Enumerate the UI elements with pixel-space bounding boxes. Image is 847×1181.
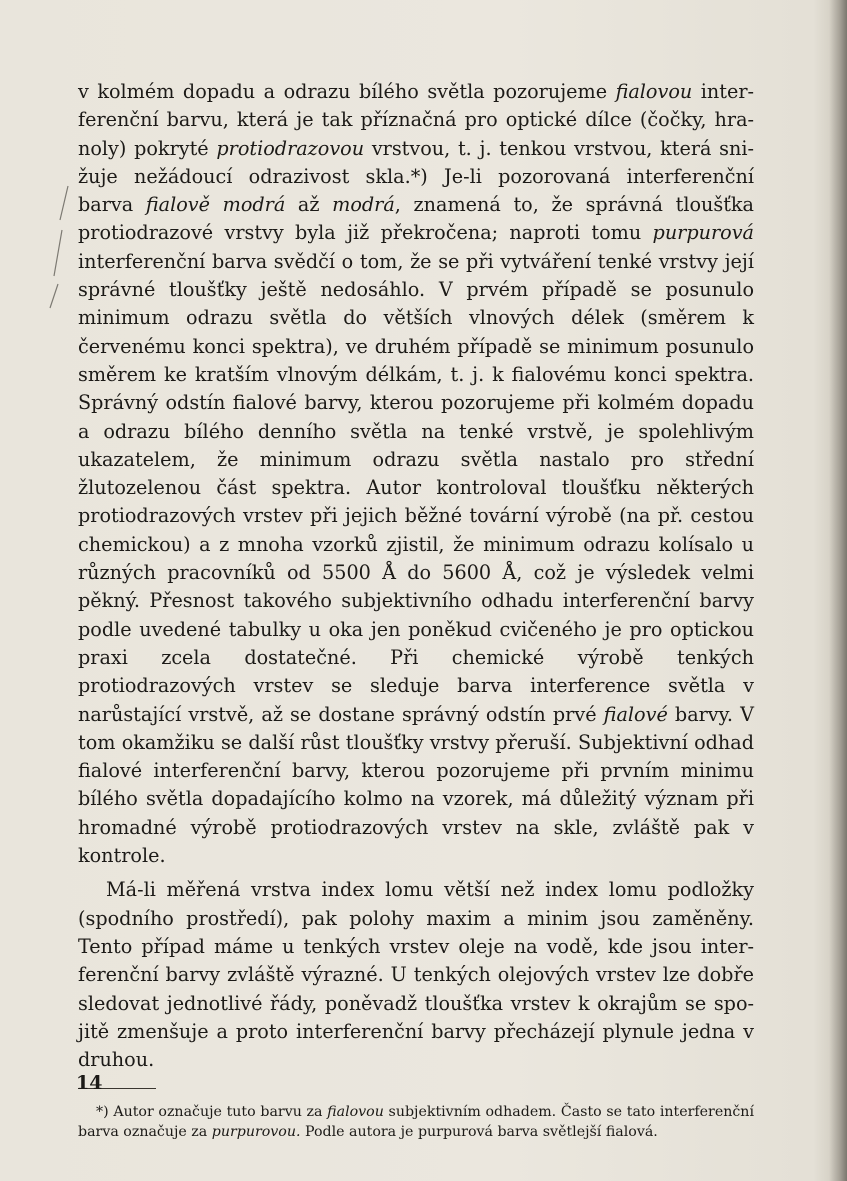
page-number: 14 bbox=[76, 1072, 103, 1094]
text-run: , znamená to, že správná tloušťka protiodrazové vrstvy byla již překročena; naproti tomu bbox=[78, 193, 754, 245]
text-run: *) Autor označuje tuto barvu za bbox=[96, 1104, 328, 1121]
italic-text-run: fialově modrá bbox=[145, 193, 286, 217]
italic-text-run: fialovou bbox=[615, 80, 693, 103]
text-run: vrstvou, t. j. tenkou vrstvou, která snižuje nežádoucí odrazivost skla.*) Je-li pozorovaná interferenční barva bbox=[78, 136, 754, 217]
italic-text-run: protiodrazovou bbox=[216, 136, 365, 160]
text-run: interferenční barva svědčí o tom, že se při vytváření tenké vrstvy její správné tloušťky ještě nedosáhlo. V prvém případě se posunulo minimum odrazu světla do větších vlnových délek (směrem k červenému konci spektra), ve druhém případě se minimum posunulo směrem ke kratším vlnovým délkám, t. j. k fialovému konci spektra. Správný odstín fialové barvy, kterou pozorujeme při kolmém dopadu a odrazu bílého denního světla na tenké vrstvě, je spolehlivým ukazatelem, že minimum odrazu světla nastalo pro střední žlutozelenou část spektra. Autor kontroloval tloušťku některých protiodrazových vrstev při jejich běžné tovární výrobě (na př. cestou chemickou) a z mnoha vzorků zjistil, že minimum odrazu kolísalo u různých pracovníků od 5500 Å do 5600 Å, což je výsledek velmi pěkný. Přesnost takového subjektivního odhadu interferenční barvy podle uvedené tabulky u oka jen poněkud cvičeného je pro optickou praxi zcela dostatečné. Při chemické výrobě tenkých protiodrazových vrstev se sleduje barva interference světla v narůstající vrstvě, až se dostane správný odstín prvé bbox=[78, 249, 754, 726]
text-run: Podle autora je purpurová barva světlejší fialová. bbox=[300, 1124, 658, 1141]
paragraph-2 bbox=[78, 876, 754, 1074]
pencil-margin-mark bbox=[40, 180, 80, 310]
text-run: interferenční barvu, která je tak příznačná pro optické dílce (čočky, hranoly) pokryté bbox=[78, 80, 754, 160]
footnote bbox=[78, 1102, 754, 1142]
italic-text-run: purpurová bbox=[652, 221, 754, 245]
text-run: subjektivním odhadem. Často se tato interferenční barva označuje za bbox=[78, 1104, 754, 1141]
paragraph-1 bbox=[78, 78, 754, 870]
italic-text-run: purpurovou. bbox=[211, 1124, 301, 1141]
italic-text-run: modrá bbox=[332, 193, 395, 217]
italic-text-run: fialovou bbox=[327, 1104, 384, 1121]
text-run: až bbox=[285, 193, 333, 217]
text-run: v kolmém dopadu a odrazu bílého světla pozorujeme bbox=[78, 80, 616, 103]
text-run: Má-li měřená vrstva index lomu větší než index lomu podložky (spodního prostředí), pak polohy maxim a minim jsou zaměněny. Tento případ máme u tenkých vrstev oleje na vodě, kde jsou interferenční barvy zvláště výrazné. U tenkých olejových vrstev lze dobře sledovat jednotlivé řády, poněvadž tloušťka vrstev k okrajům se spojitě zmenšuje a proto interferenční barvy přecházejí plynule jedna v druhou. bbox=[78, 878, 754, 1072]
text-run: barvy. V tom okamžiku se další růst tloušťky vrstvy přeruší. Subjektivní odhad fialové interferenční barvy, kterou pozorujeme při prvním minimu bílého světla dopadajícího kolmo na vzorek, má důležitý význam při hromadné výrobě protiodrazových vrstev na skle, zvláště pak v kontrole. bbox=[78, 702, 754, 868]
page-content bbox=[78, 78, 754, 1142]
italic-text-run: fialové bbox=[603, 702, 668, 726]
page-spine-shadow bbox=[829, 0, 847, 1181]
